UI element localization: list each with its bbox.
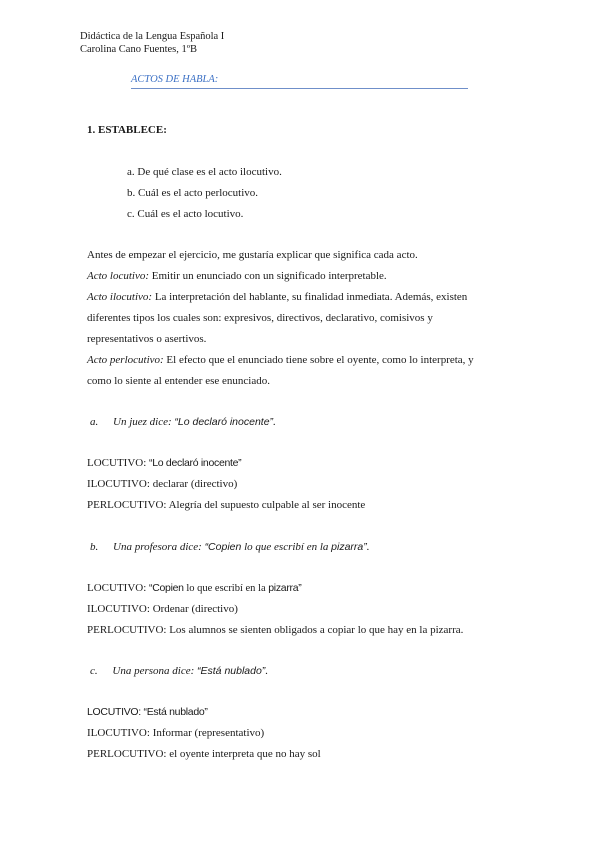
title-underline [131,88,468,89]
locutivo-line [87,706,208,718]
example-quote: “Copien [204,541,242,553]
definition-text: diferentes tipos los cuales son: expresivos, directivos, declarativo, comisivos y [87,312,433,324]
example-end: . [265,665,269,677]
example-prompt [90,665,268,677]
locutivo-value: “Copien [149,582,184,594]
example-marker: c. [90,665,98,677]
definition-locutivo [87,270,387,282]
example-marker: b. [90,541,99,553]
ilocutivo-label: ILOCUTIVO: [87,727,153,739]
author-name: Carolina Cano Fuentes, 1ºB [80,44,197,55]
ilocutivo-line [87,603,238,615]
definition-label: Acto ilocutivo: [87,291,153,303]
locutivo-value: pizarra” [268,582,302,594]
definition-text: como lo siente al entender ese enunciado. [87,375,270,387]
list-item: c. Cuál es el acto locutivo. [127,208,244,220]
definition-ilocutivo [87,291,467,303]
definition-text: El efecto que el enunciado tiene sobre el oyente, como lo interpreta, y [163,354,474,366]
example-quote: “Está nublado” [197,665,266,677]
perlocutivo-label: PERLOCUTIVO: [87,748,170,760]
locutivo-label: LOCUTIVO: [87,706,144,718]
perlocutivo-value: Alegría del supuesto culpable al ser inocente [168,499,366,511]
example-prompt-text: Un juez dice: [113,416,175,428]
ilocutivo-line [87,727,264,739]
perlocutivo-line [87,624,463,636]
ilocutivo-value: Informar (representativo) [152,727,265,739]
locutivo-line [87,457,241,469]
example-quote: “Lo declaró inocente” [174,416,274,428]
ilocutivo-value: Ordenar (directivo) [152,603,238,615]
locutivo-value: “Está nublado” [143,706,208,718]
locutivo-line [87,582,301,594]
definition-perlocutivo [87,354,474,366]
example-end: . [366,541,370,553]
example-marker: a. [90,416,99,428]
locutivo-label: LOCUTIVO: [87,457,150,469]
intro-paragraph: Antes de empezar el ejercicio, me gustaría explicar que significa cada acto. [87,249,418,261]
definition-text: La interpretación del hablante, su finalidad inmediata. Además, existen [152,291,468,303]
ilocutivo-line [87,478,237,490]
example-end: . [273,416,276,428]
example-prompt-text: Una profesora dice: [113,541,205,553]
locutivo-label: LOCUTIVO: [87,582,150,594]
ilocutivo-label: ILOCUTIVO: [87,603,153,615]
definition-text: representativos o asertivos. [87,333,207,345]
perlocutivo-line [87,499,365,511]
section-heading: 1. ESTABLECE: [87,124,167,136]
document-title: ACTOS DE HABLA: [131,74,219,85]
example-prompt [90,541,370,553]
list-item: b. Cuál es el acto perlocutivo. [127,187,259,199]
perlocutivo-label: PERLOCUTIVO: [87,499,169,511]
locutivo-value: lo que escribí en la [183,583,269,594]
perlocutivo-label: PERLOCUTIVO: [87,624,170,636]
example-prompt-text: Una persona dice: [112,665,198,677]
course-name: Didáctica de la Lengua Española I [80,31,225,42]
perlocutivo-value: Los alumnos se sienten obligados a copiar lo que hay en la pizarra. [169,624,464,636]
list-item: a. De qué clase es el acto ilocutivo. [127,166,282,178]
perlocutivo-line [87,748,321,760]
definition-label: Acto perlocutivo: [87,354,164,366]
ilocutivo-value: declarar (directivo) [152,478,238,490]
perlocutivo-value: el oyente interpreta que no hay sol [169,748,321,760]
example-prompt [90,416,276,428]
locutivo-value: “Lo declaró inocente” [149,457,242,469]
example-quote: lo que escribí en la [241,541,332,553]
definition-text: Emitir un enunciado con un significado interpretable. [149,270,387,282]
ilocutivo-label: ILOCUTIVO: [87,478,153,490]
definition-label: Acto locutivo: [87,270,150,282]
example-quote: pizarra” [331,541,367,553]
